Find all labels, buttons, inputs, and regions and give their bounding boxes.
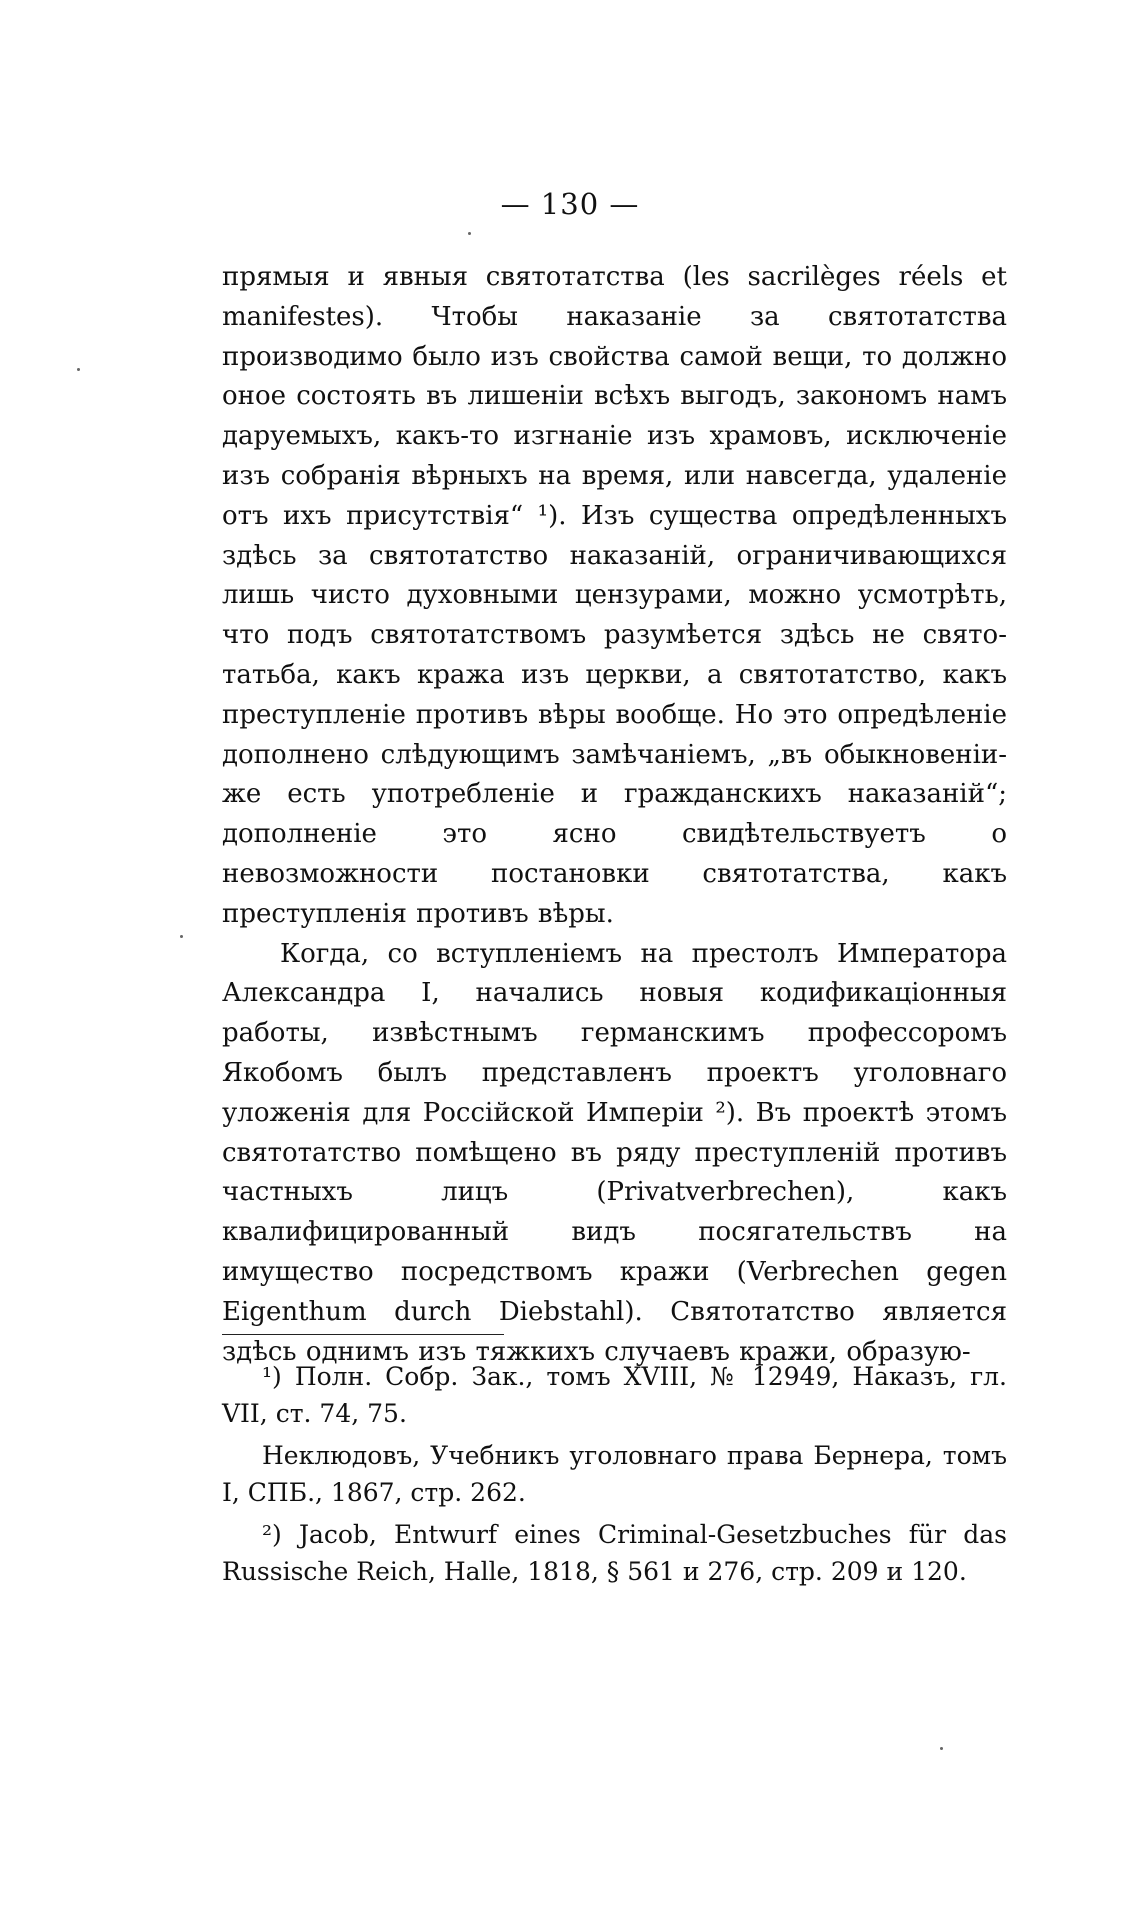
page-number: — 130 — (500, 187, 640, 221)
footnotes (222, 1358, 1007, 1595)
footnote-text: Неклюдовъ, Учебникъ уголовнаго права Бернера, томъ I, СПБ., 1867, стр. 262. (222, 1441, 1007, 1507)
footnote-marker: ¹) (262, 1362, 282, 1391)
scan-speck (77, 368, 80, 371)
scan-speck (940, 1747, 943, 1750)
paragraph: Когда, со вступленіемъ на престолъ Императора Александра I, начались новыя кодификаціонныя работы, извѣстнымъ германскимъ профессоромъ Якобомъ былъ представленъ проектъ уголовнаго уложенія для Россійской Имперіи ²). Въ проектѣ этомъ святотатство помѣщено въ ряду преступленій противъ частныхъ лицъ (Privatverbrechen), какъ квалифицированный видъ посягательствъ на имущество посредствомъ кражи (Verbrechen gegen Eigenthum durch Diebstahl). Святотатство является здѣсь однимъ изъ тяжкихъ случаевъ кражи, образую- (222, 938, 1007, 1367)
footnote-marker: ²) (262, 1520, 282, 1549)
footnote (222, 1437, 1007, 1511)
footnote-text: Jacob, Entwurf eines Criminal-Gesetzbuches für das Russische Reich, Halle, 1818, § 561 и 276, стр. 209 и 120. (222, 1520, 1007, 1586)
footnote (222, 1516, 1007, 1590)
scan-speck (180, 935, 183, 938)
footnote-text: Полн. Собр. Зак., томъ XVIII, № 12949, Наказъ, гл. VII, ст. 74, 75. (222, 1362, 1007, 1428)
footnote (222, 1358, 1007, 1432)
main-text (222, 258, 1007, 1372)
scan-speck (468, 232, 471, 235)
paragraph: прямыя и явныя святотатства (les sacrilèges réels et manifestes). Чтобы наказаніе за святотатства производимо было изъ свойства самой вещи, то должно оное состоять въ лишеніи всѣхъ выгодъ, закономъ намъ даруемыхъ, какъ-то изгнаніе изъ храмовъ, исключеніе изъ собранія вѣрныхъ на время, или навсегда, удаленіе отъ ихъ присутствія“ ¹). Изъ существа опредѣленныхъ здѣсь за святотатство наказаній, ограничивающихся лишь чисто духовными цензурами, можно усмотрѣть, что подъ святотатствомъ разумѣется здѣсь не свято-татьба, какъ кража изъ церкви, а святотатство, какъ преступленіе противъ вѣры вообще. Но это опредѣленіе дополнено слѣдующимъ замѣчаніемъ, „въ обыкновеніи-же есть употребленіе и гражданскихъ наказаній“; дополненіе это ясно свидѣтельствуетъ о невозможности постановки святотатства, какъ преступленія противъ вѣры. (222, 262, 1007, 929)
footnote-divider (222, 1334, 504, 1335)
